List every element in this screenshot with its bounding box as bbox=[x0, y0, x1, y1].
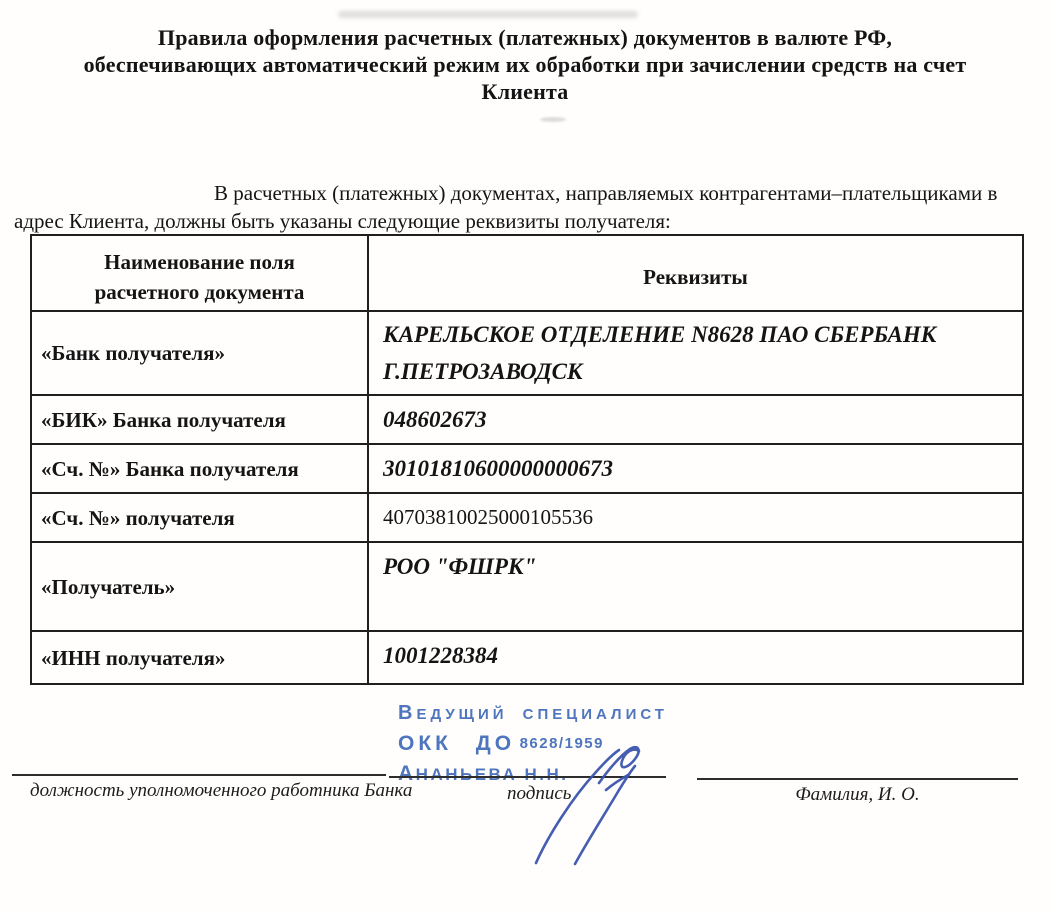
field-name-cell: «Получатель» bbox=[31, 542, 368, 631]
field-value-cell: 30101810600000000673 bbox=[368, 444, 1023, 493]
table-row bbox=[31, 311, 1023, 395]
column-header-requisites: Реквизиты bbox=[368, 235, 1023, 311]
field-value-cell: 1001228384 bbox=[368, 631, 1023, 684]
field-value-cell: 048602673 bbox=[368, 395, 1023, 444]
field-value-cell: РОО "ФШРК" bbox=[368, 542, 1023, 631]
stamp-office-code: ОКК ДО bbox=[398, 732, 516, 755]
handwritten-signature bbox=[522, 738, 654, 876]
scan-smudge-artifact bbox=[540, 117, 566, 122]
column-header-field-name: Наименование поля расчетного документа bbox=[31, 235, 368, 311]
document-title-line: Клиента bbox=[481, 79, 569, 104]
document-title bbox=[40, 24, 1010, 105]
field-name-cell: «ИНН получателя» bbox=[31, 631, 368, 684]
table-row bbox=[31, 444, 1023, 493]
field-name-cell: «Сч. №» получателя bbox=[31, 493, 368, 542]
field-name-cell: «Сч. №» Банка получателя bbox=[31, 444, 368, 493]
stamp-position-line: ВЕДУЩИЙ СПЕЦИАЛИСТ bbox=[398, 702, 668, 724]
caption-position: должность уполномоченного работника Банка bbox=[30, 780, 413, 801]
field-name-cell: «Банк получателя» bbox=[31, 311, 368, 395]
table-row bbox=[31, 493, 1023, 542]
caption-signature: подпись bbox=[507, 783, 572, 804]
caption-name: Фамилия, И. О. bbox=[795, 784, 920, 805]
requisites-table bbox=[30, 234, 1024, 685]
document-title-line: обеспечивающих автоматический режим их обработки при зачислении средств на счет bbox=[83, 52, 967, 77]
field-value-cell: 40703810025000105536 bbox=[368, 493, 1023, 542]
field-value-cell: КАРЕЛЬСКОЕ ОТДЕЛЕНИЕ N8628 ПАО СБЕРБАНК Г.ПЕТРОЗАВОДСК bbox=[368, 311, 1023, 395]
table-row bbox=[31, 542, 1023, 631]
table-header-row bbox=[31, 235, 1023, 311]
table-row bbox=[31, 395, 1023, 444]
signature-line-position bbox=[12, 774, 386, 776]
field-name-cell: «БИК» Банка получателя bbox=[31, 395, 368, 444]
table-row bbox=[31, 631, 1023, 684]
signature-line-name bbox=[697, 778, 1018, 780]
stamp-office-number: 8628/1959 bbox=[519, 735, 604, 752]
scan-smudge-artifact bbox=[338, 11, 638, 18]
stamp-employee-name: АНАНЬЕВА Н.Н. bbox=[398, 762, 569, 785]
intro-paragraph: В расчетных (платежных) документах, направляемых контрагентами–плательщиками в адрес Клиента, должны быть указаны следующие реквизиты получателя: bbox=[14, 181, 998, 233]
document-title-line: Правила оформления расчетных (платежных) документов в валюте РФ, bbox=[157, 25, 893, 50]
